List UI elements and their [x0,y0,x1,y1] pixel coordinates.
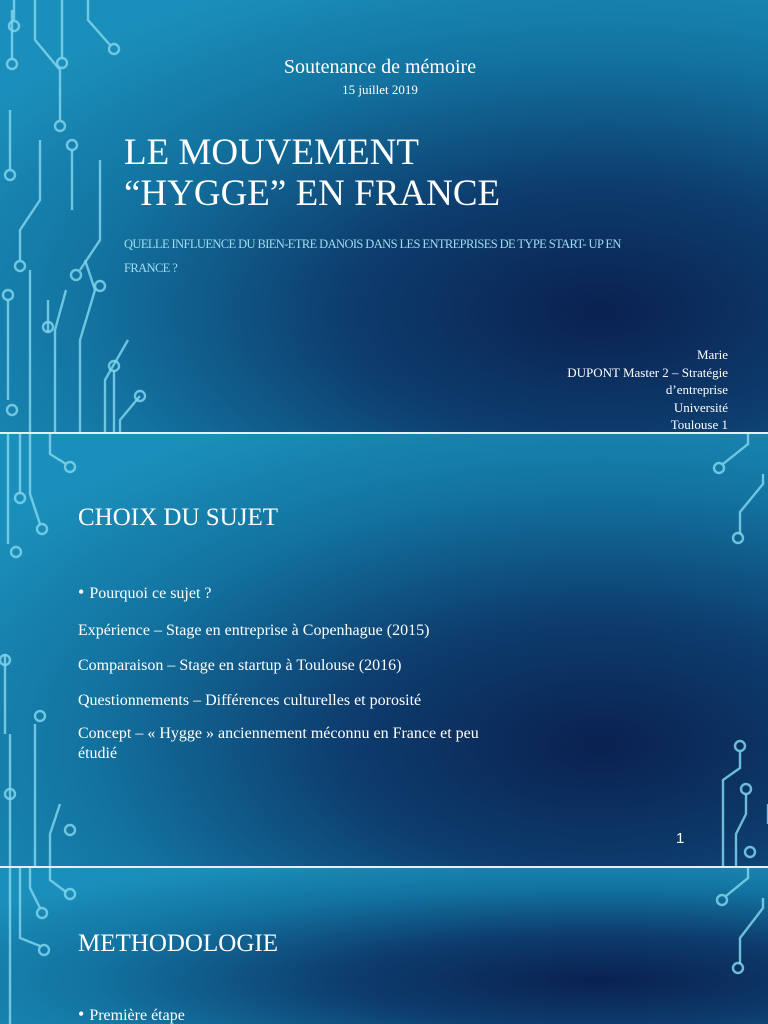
thesis-subtitle: QUELLE INFLUENCE DU BIEN-ETRE DANOIS DANS LES ENTREPRISES DE TYPE START- UP EN FRANCE ? [124,237,621,275]
section-heading: METHODOLOGIE [78,930,278,957]
author-block [528,346,728,432]
circuit-decoration-right [688,868,768,1024]
list-item: Comparaison – Stage en startup à Toulouse (2016) [78,657,402,674]
author-line: DUPONT Master 2 – Stratégie [567,364,728,380]
bullet-text: Première étape [89,1007,185,1024]
bullet-dot: • [78,582,85,602]
list-item: Questionnements – Différences culturelles et porosité [78,692,422,709]
circuit-decoration-right [688,434,768,866]
slide-title [0,0,768,432]
page-number: 1 [676,830,685,847]
thesis-title [124,132,500,214]
defense-label: Soutenance de mémoire [283,56,477,78]
author-line: Toulouse 1 [670,417,728,432]
bullet-text: Pourquoi ce sujet ? [89,585,212,602]
title-line-2: “HYGGE” EN FRANCE [124,173,501,214]
list-item: Expérience – Stage en entreprise à Copenhague (2015) [78,622,430,639]
bullet-point [78,582,212,603]
author-line: Marie [696,347,728,362]
list-item: Concept – « Hygge » anciennement méconnu en France et peu étudié [78,725,479,762]
section-heading: CHOIX DU SUJET [78,504,278,531]
bullet-dot: • [78,1004,85,1024]
title-line-1: LE MOUVEMENT [124,132,419,173]
author-line: Université [673,399,728,415]
slide-methodology [0,868,768,1024]
bullet-point [78,1004,185,1024]
slide-subject-choice [0,434,768,866]
circuit-decoration-left [0,434,100,866]
defense-date: 15 juillet 2019 [342,82,418,97]
author-line: d’entreprise [665,382,728,397]
